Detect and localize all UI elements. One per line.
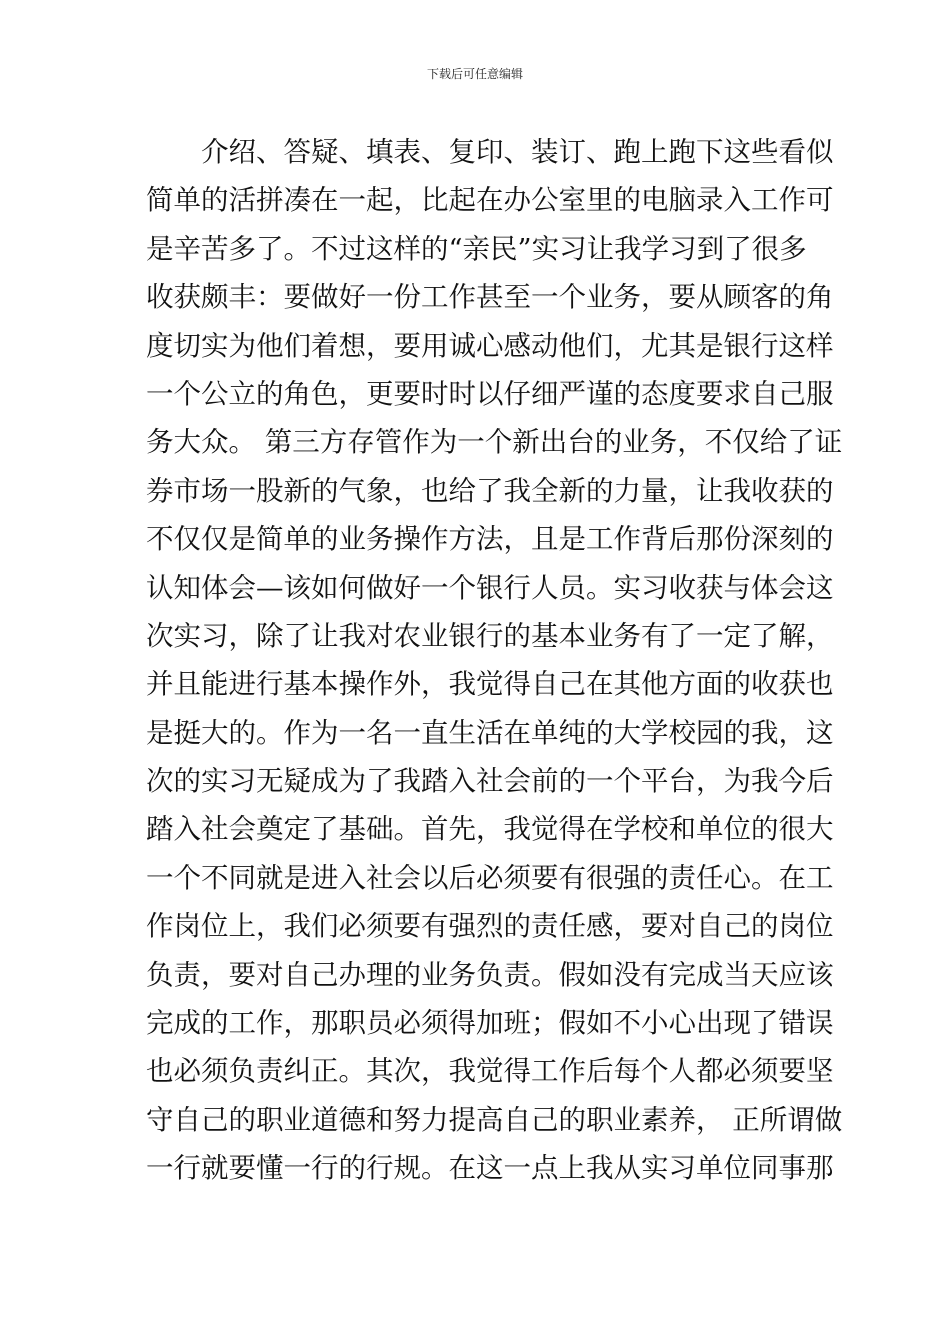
- text-line: 也必须负责纠正。其次，我觉得工作后每个人都必须要坚: [146, 1055, 834, 1088]
- text-line: 并且能进行基本操作外，我觉得自己在其他方面的收获也: [146, 668, 834, 701]
- text-line: 券市场一股新的气象，也给了我全新的力量，让我收获的: [146, 474, 834, 507]
- text-line: 一行就要懂一行的行规。在这一点上我从实习单位同事那: [146, 1152, 834, 1185]
- text-line: 完成的工作，那职员必须得加班；假如不小心出现了错误: [146, 1007, 834, 1040]
- text-line: 务大众。 第三方存管作为一个新出台的业务，不仅给了证: [146, 426, 843, 459]
- page-header: 下载后可任意编辑: [426, 67, 523, 81]
- text-line: 不仅仅是简单的业务操作方法，且是工作背后那份深刻的: [146, 523, 834, 556]
- text-line: 次的实习无疑成为了我踏入社会前的一个平台，为我今后: [146, 765, 834, 798]
- text-line: 收获颇丰：要做好一份工作甚至一个业务，要从顾客的角: [146, 281, 834, 314]
- text-line: 认知体会—该如何做好一个银行人员。实习收获与体会这: [146, 571, 834, 604]
- text-line: 作岗位上，我们必须要有强烈的责任感，要对自己的岗位: [146, 910, 834, 943]
- text-line: 是辛苦多了。不过这样的“亲民”实习让我学习到了很多: [146, 232, 807, 265]
- text-line: 踏入社会奠定了基础。首先，我觉得在学校和单位的很大: [146, 813, 834, 846]
- text-line: 一个公立的角色，更要时时以仔细严谨的态度要求自己服: [146, 377, 834, 410]
- text-line: 是挺大的。作为一名一直生活在单纯的大学校园的我，这: [146, 716, 834, 749]
- text-line: 守自己的职业道德和努力提高自己的职业素养， 正所谓做: [146, 1103, 843, 1136]
- text-line: 一个不同就是进入社会以后必须要有很强的责任心。在工: [146, 861, 834, 894]
- text-line: 次实习，除了让我对农业银行的基本业务有了一定了解，: [146, 619, 834, 652]
- text-line: 负责，要对自己办理的业务负责。假如没有完成当天应该: [146, 958, 834, 991]
- text-line: 介绍、答疑、填表、复印、装订、跑上跑下这些看似: [146, 136, 834, 168]
- body-paragraph: [146, 128, 843, 1193]
- text-line: 度切实为他们着想，要用诚心感动他们，尤其是银行这样: [146, 329, 834, 362]
- text-line: 简单的活拼凑在一起，比起在办公室里的电脑录入工作可: [146, 184, 834, 217]
